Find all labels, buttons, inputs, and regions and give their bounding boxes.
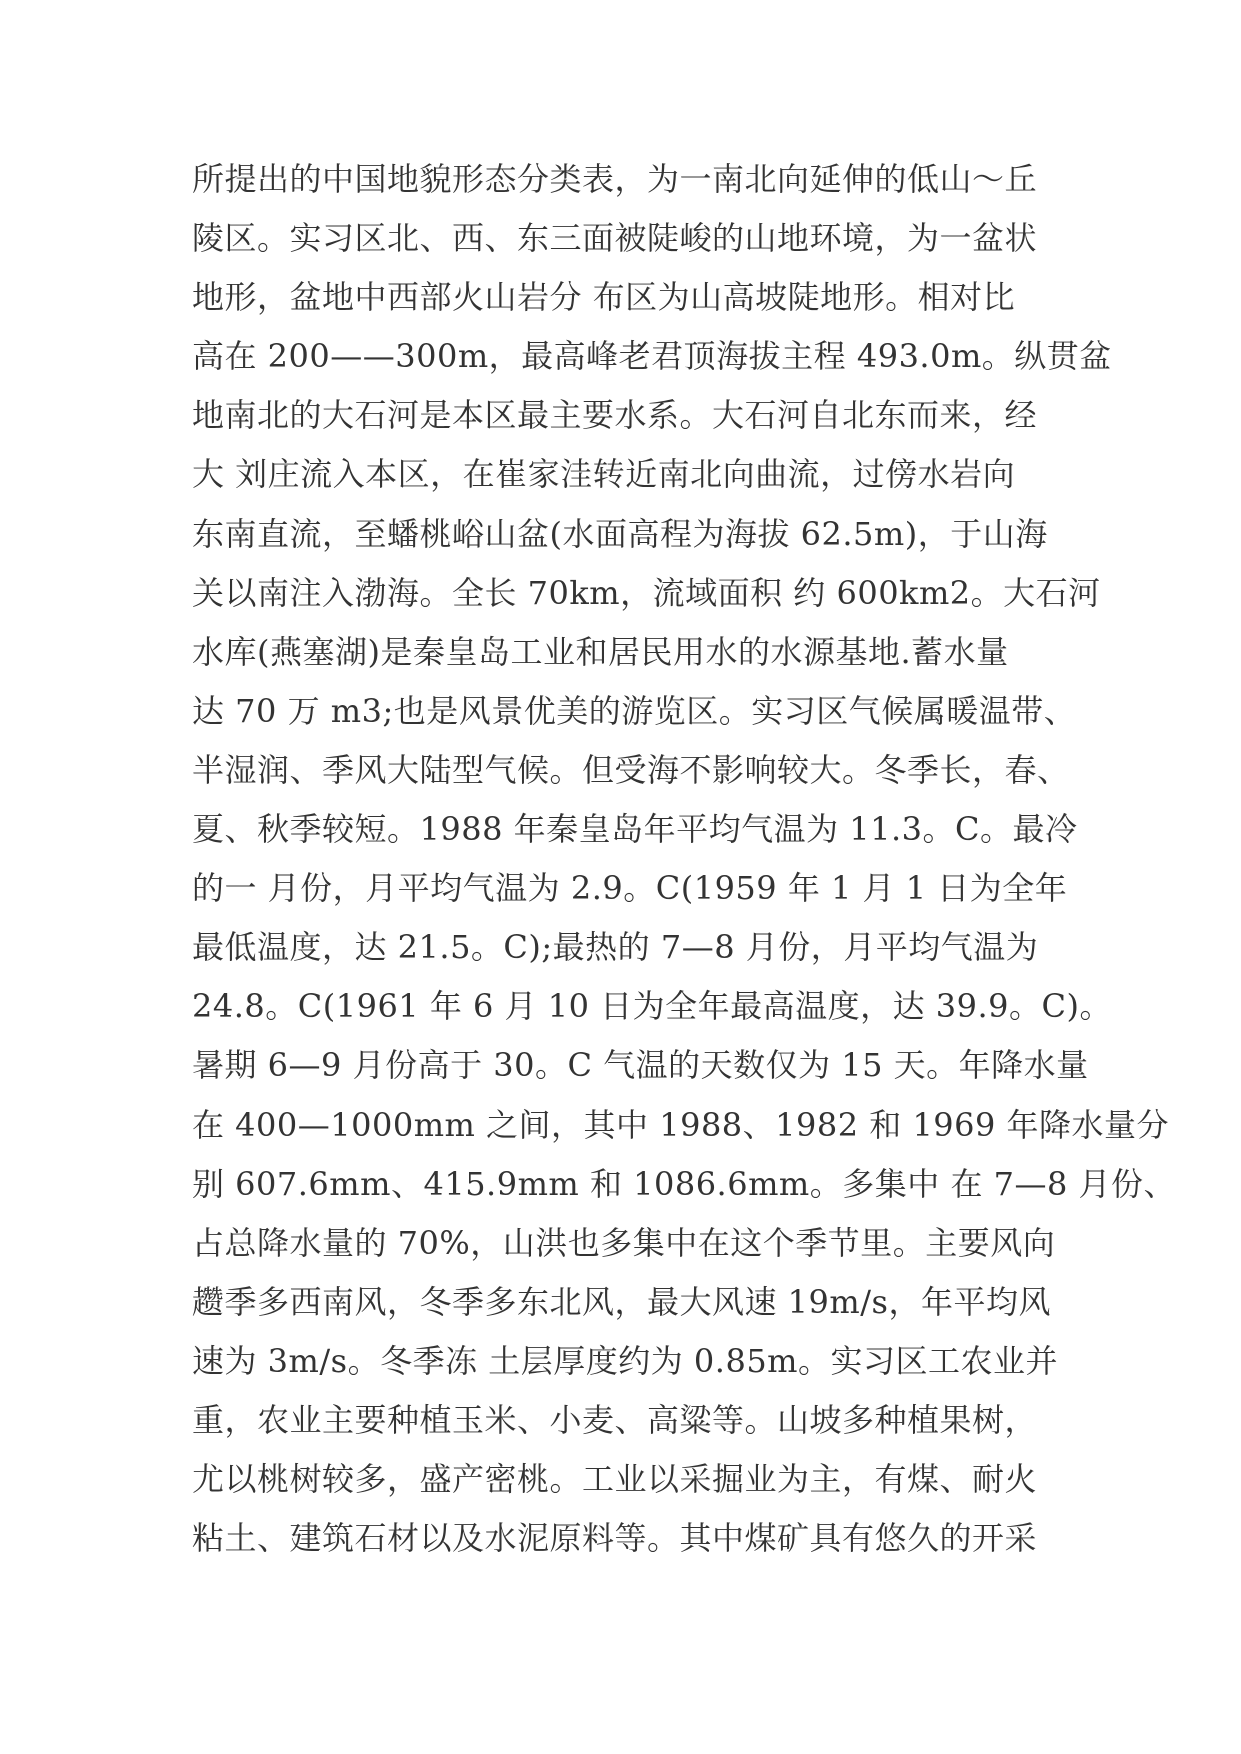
text-line: 陵区。实习区北、西、东三面被陡峻的山地环境，为一盆状 bbox=[192, 219, 1038, 258]
text-line: 趱季多西南风，冬季多东北风，最大风速 19m/s，年平均风 bbox=[192, 1282, 1051, 1321]
text-line: 关以南注入渤海。全长 70km，流域面积 约 600km2。大石河 bbox=[192, 573, 1101, 612]
text-line: 高在 200——300m，最高峰老君顶海拔主程 493.0m。纵贯盆 bbox=[192, 337, 1112, 376]
text-line: 东南直流，至蟠桃峪山盆(水面高程为海拔 62.5m)，于山海 bbox=[192, 514, 1048, 553]
text-line: 在 400—1000mm 之间，其中 1988、1982 和 1969 年降水量分 bbox=[192, 1105, 1170, 1144]
text-line: 占总降水量的 70%，山洪也多集中在这个季节里。主要风向 bbox=[192, 1223, 1056, 1262]
text-line: 最低温度，达 21.5。C);最热的 7—8 月份，月平均气温为 bbox=[192, 928, 1039, 967]
text-line: 地南北的大石河是本区最主要水系。大石河自北东而来，经 bbox=[192, 396, 1038, 435]
text-line: 速为 3m/s。冬季冻 土层厚度约为 0.85m。实习区工农业并 bbox=[192, 1341, 1059, 1380]
text-line: 大 刘庄流入本区，在崔家洼转近南北向曲流，过傍水岩向 bbox=[192, 455, 1016, 494]
text-line: 重，农业主要种植玉米、小麦、高粱等。山坡多种植果树， bbox=[192, 1400, 1038, 1439]
text-line: 地形，盆地中西部火山岩分 布区为山高坡陡地形。相对比 bbox=[192, 278, 1016, 317]
text-line: 暑期 6—9 月份高于 30。C 气温的天数仅为 15 天。年降水量 bbox=[192, 1046, 1089, 1085]
text-line: 的一 月份，月平均气温为 2.9。C(1959 年 1 月 1 日为全年 bbox=[192, 869, 1068, 908]
text-line: 别 607.6mm、415.9mm 和 1086.6mm。多集中 在 7—8 月份、 bbox=[192, 1164, 1177, 1203]
text-line: 24.8。C(1961 年 6 月 10 日为全年最高温度，达 39.9。C)。 bbox=[192, 987, 1112, 1026]
text-line: 夏、秋季较短。1988 年秦皇岛年平均气温为 11.3。C。最冷 bbox=[192, 810, 1078, 849]
body-paragraph bbox=[192, 150, 1177, 1568]
text-line: 所提出的中国地貌形态分类表，为一南北向延伸的低山～丘 bbox=[192, 160, 1038, 198]
text-line: 达 70 万 m3;也是风景优美的游览区。实习区气候属暖温带、 bbox=[192, 691, 1077, 730]
text-line: 半湿润、季风大陆型气候。但受海不影响较大。冬季长，春、 bbox=[192, 750, 1070, 789]
text-line: 水库(燕塞湖)是秦皇岛工业和居民用水的水源基地.蓄水量 bbox=[192, 632, 1009, 671]
text-line: 尤以桃树较多，盛产密桃。工业以采掘业为主，有煤、耐火 bbox=[192, 1460, 1038, 1499]
text-line: 粘土、建筑石材以及水泥原料等。其中煤矿具有悠久的开采 bbox=[192, 1519, 1038, 1558]
